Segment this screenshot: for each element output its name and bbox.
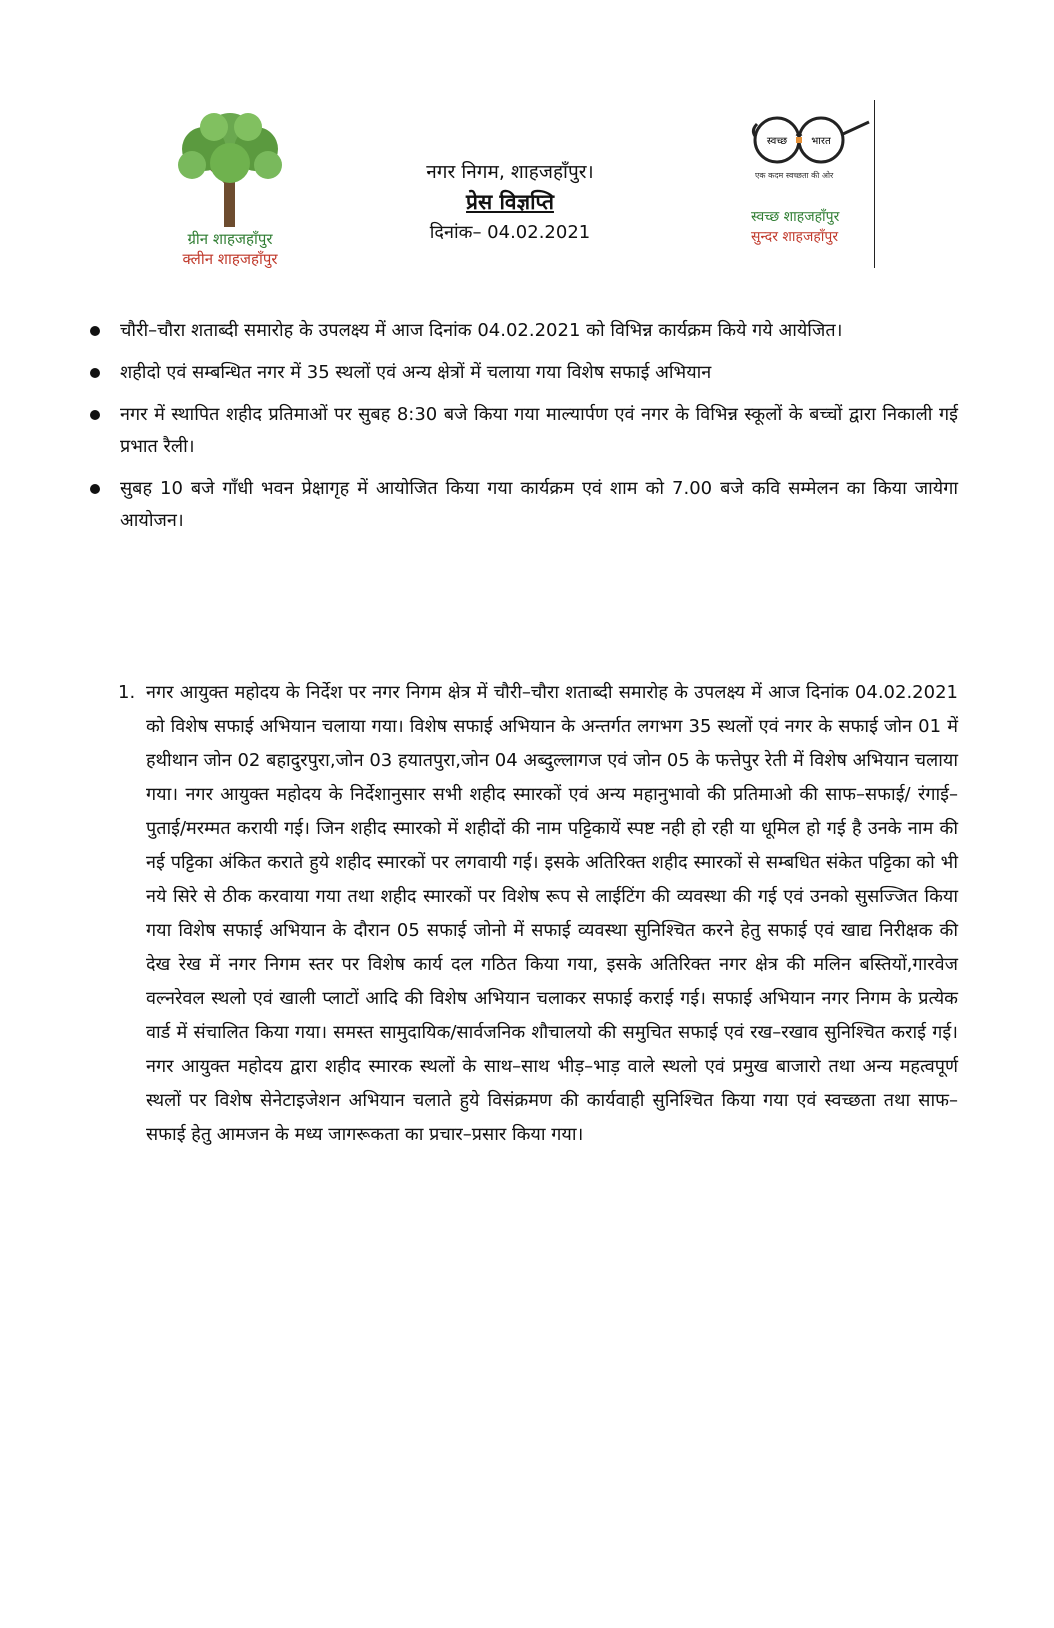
bullet-icon [90, 484, 100, 494]
right-logo-line2: सुन्दर शाहजहाँपुर [751, 229, 839, 245]
list-item [88, 315, 958, 347]
list-item [88, 399, 958, 463]
list-item [88, 473, 958, 537]
paragraph-number: 1. [118, 682, 136, 703]
bullet-text: शहीदो एवं सम्बन्धित नगर में 35 स्थलों एवं अन्य क्षेत्रों में चलाया गया विशेष सफाई अभियान [120, 362, 712, 383]
header-divider [874, 100, 875, 268]
left-logo-line2: क्लीन शाहजहाँपुर [182, 250, 278, 268]
swachh-tagline: एक कदम स्वच्छता की ओर [755, 171, 834, 180]
tree-icon [170, 105, 290, 229]
organization-name: नगर निगम, शाहजहाँपुर। [426, 161, 594, 183]
bullet-icon [90, 326, 100, 336]
bullet-text: चौरी–चौरा शताब्दी समारोह के उपलक्ष्य में आज दिनांक 04.02.2021 को विभिन्न कार्यक्रम किये गये आयेजित। [120, 320, 843, 341]
list-item [88, 357, 958, 389]
bullet-text: सुबह 10 बजे गाँधी भवन प्रेक्षागृह में आयोजित किया गया कार्यक्रम एवं शाम को 7.00 बजे कवि सम्मेलन का किया जायेगा आयोजन। [120, 478, 958, 531]
right-logo-line1: स्वच्छ शाहजहाँपुर [751, 209, 840, 225]
bullet-icon [90, 368, 100, 378]
letterhead [360, 158, 660, 248]
paragraph-text: नगर आयुक्त महोदय के निर्देश पर नगर निगम क्षेत्र में चौरी–चौरा शताब्दी समारोह के उपलक्ष्य में आज दिनांक 04.02.2021 को विशेष सफाई अभियान चलाया गया। विशेष सफाई अभियान के अन्तर्गत लगभग 35 स्थलों एवं नगर के सफाई जोन 01 में हथीथान जोन 02 बहादुरपुरा,जोन 03 हयातपुरा,जोन 04 अब्दुल्लागज एवं जोन 05 के फत्तेपुर रेती में विशेष अभियान चलाया गया। नगर आयुक्त महोदय के निर्देशानुसार सभी शहीद स्मारकों एवं अन्य महानुभावो की प्रतिमाओ की साफ–सफाई/ रंगाई–पुताई/मरम्मत करायी गई। जिन शहीद स्मारको में शहीदों की नाम पट्टिकायें स्पष्ट नही हो रही या धूमिल हो गई है उनके नाम की नई पट्टिका अंकित कराते हुये शहीद स्मारकों पर लगवायी गई। इसके अतिरिक्त शहीद स्मारकों से सम्बधित संकेत पट्टिका को भी नये सिरे से ठीक करवाया गया तथा शहीद स्मारकों पर विशेष रूप से लाईटिंग की व्यवस्था की गई एवं उनको सुसज्जित किया गया विशेष सफाई अभियान के दौरान 05 सफाई जोनो में सफाई व्यवस्था सुनिश्चित करने हेतु सफाई एवं खाद्य निरीक्षक की देख रेख में नगर निगम स्तर पर विशेष कार्य दल गठित किया गया, इसके अतिरिक्त नगर क्षेत्र की मलिन बस्तियों,गारवेज वल्नरेवल स्थलो एवं खाली प्लाटों आदि की विशेष अभियान चलाकर सफाई कराई गई। सफाई अभियान नगर निगम के प्रत्येक वार्ड में संचालित किया गया। समस्त सामुदायिक/सार्वजनिक शौचालयो की समुचित सफाई एवं रख–रखाव सुनिश्चित कराई गई। नगर आयुक्त महोदय द्वारा शहीद स्मारक स्थलों के साथ–साथ भीड़–भाड़ वाले स्थलो एवं प्रमुख बाजारो तथा अन्य महत्वपूर्ण स्थलों पर विशेष सेनेटाइजेशन अभियान चलाते हुये विसंक्रमण की कार्यवाही सुनिश्चित किया गया एवं स्वच्छता तथा साफ–सफाई हेतु आमजन के मध्य जागरूकता का प्रचार–प्रसार किया गया। [146, 682, 958, 1145]
bullet-icon [90, 410, 100, 420]
page-title: प्रेस विज्ञप्ति [466, 190, 554, 214]
left-logo-line1: ग्रीन शाहजहाँपुर [187, 230, 273, 248]
swachh-bharat-spectacles-icon [745, 110, 873, 168]
green-shahjahanpur-logo [150, 105, 310, 275]
lens-right-text: भारत [811, 136, 831, 147]
numbered-paragraph [118, 676, 958, 1152]
release-date: दिनांक– 04.02.2021 [429, 222, 591, 243]
highlights-list [88, 315, 958, 547]
bullet-text: नगर में स्थापित शहीद प्रतिमाओं पर सुबह 8:30 बजे किया गया माल्यार्पण एवं नगर के विभिन्न स्कूलों के बच्चों द्वारा निकाली गई प्रभात रैली। [120, 404, 958, 457]
swachh-bharat-logo [745, 110, 875, 270]
lens-left-text: स्वच्छ [766, 136, 788, 147]
